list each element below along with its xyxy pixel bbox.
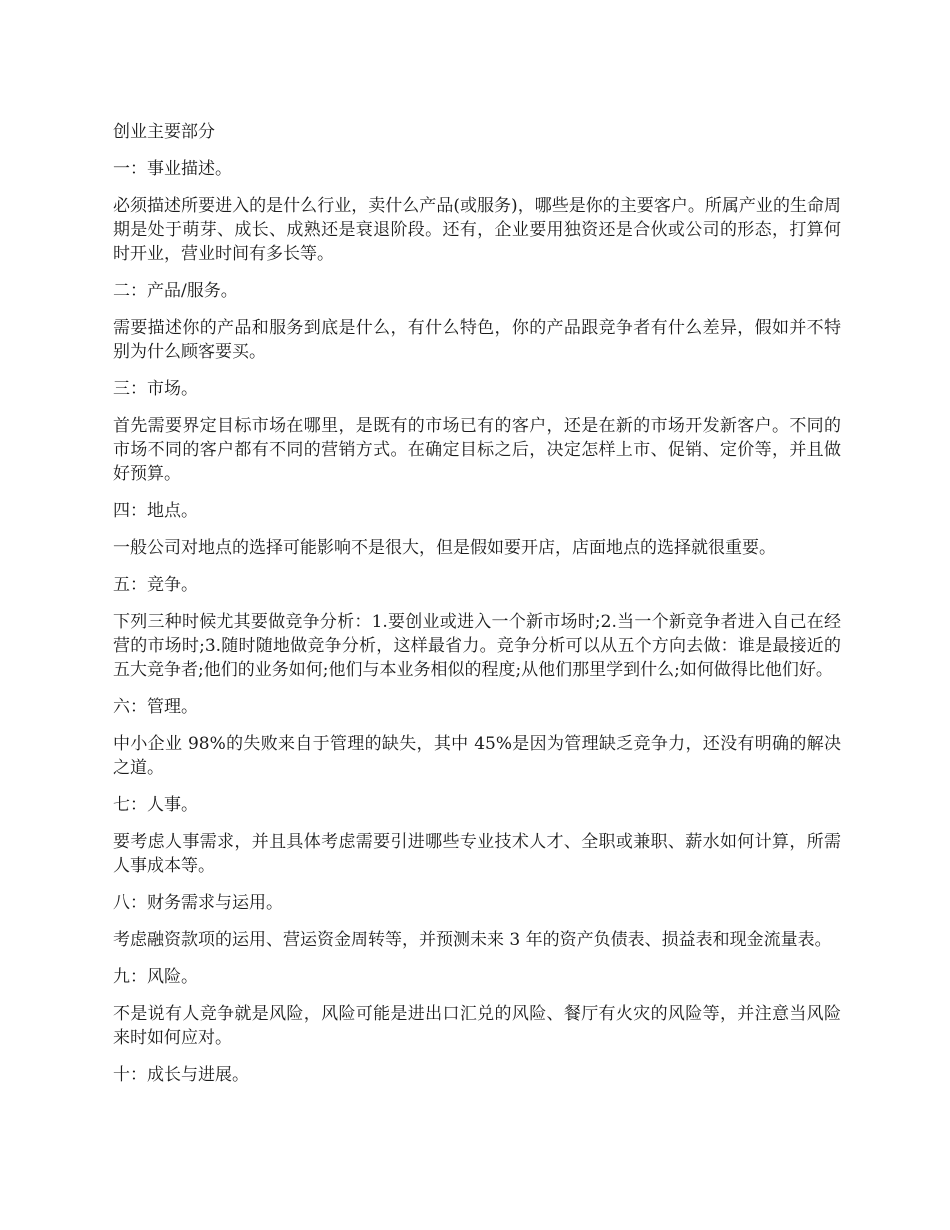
section-body-8: 考虑融资款项的运用、营运资金周转等，并预测未来 3 年的资产负债表、损益表和现金流量表。 xyxy=(113,930,832,950)
document-title: 创业主要部分 xyxy=(113,122,215,142)
section-body-9: 不是说有人竞争就是风险，风险可能是进出口汇兑的风险、餐厅有火灾的风险等，并注意当风险来时如何应对。 xyxy=(113,1004,841,1048)
section-body-5: 下列三种时候尤其要做竞争分析：1.要创业或进入一个新市场时;2.当一个新竞争者进入自己在经营的市场时;3.随时随地做竞争分析，这样最省力。竞争分析可以从五个方向去做：谁是最接近的五大竞争者;他们的业务如何;他们与本业务相似的程度;从他们那里学到什么;如何做得比他们好。 xyxy=(113,612,841,680)
section-body-4: 一般公司对地点的选择可能影响不是很大，但是假如要开店，店面地点的选择就很重要。 xyxy=(113,538,776,558)
section-body-1: 必须描述所要进入的是什么行业，卖什么产品(或服务)，哪些是你的主要客户。所属产业的生命周期是处于萌芽、成长、成熟还是衰退阶段。还有，企业要用独资还是合伙或公司的形态，打算何时开业，营业时间有多长等。 xyxy=(113,196,841,264)
section-heading-10: 十：成长与进展。 xyxy=(113,1065,249,1085)
section-heading-1: 一：事业描述。 xyxy=(113,159,232,179)
section-heading-7: 七：人事。 xyxy=(113,795,198,815)
section-heading-8: 八：财务需求与运用。 xyxy=(113,893,283,913)
section-heading-4: 四：地点。 xyxy=(113,501,198,521)
section-heading-2: 二：产品/服务。 xyxy=(113,281,238,301)
document-body xyxy=(113,120,841,1100)
section-body-6: 中小企业 98%的失败来自于管理的缺失，其中 45%是因为管理缺乏竞争力，还没有明确的解决之道。 xyxy=(113,734,841,778)
section-body-7: 要考虑人事需求，并且具体考虑需要引进哪些专业技术人才、全职或兼职、薪水如何计算，所需人事成本等。 xyxy=(113,832,841,876)
section-heading-6: 六：管理。 xyxy=(113,697,198,717)
section-body-3: 首先需要界定目标市场在哪里，是既有的市场已有的客户，还是在新的市场开发新客户。不同的市场不同的客户都有不同的营销方式。在确定目标之后，决定怎样上市、促销、定价等，并且做好预算。 xyxy=(113,416,841,484)
section-body-2: 需要描述你的产品和服务到底是什么，有什么特色，你的产品跟竞争者有什么差异，假如并不特别为什么顾客要买。 xyxy=(113,318,841,362)
section-heading-9: 九：风险。 xyxy=(113,967,198,987)
section-heading-5: 五：竞争。 xyxy=(113,575,198,595)
section-heading-3: 三：市场。 xyxy=(113,379,198,399)
